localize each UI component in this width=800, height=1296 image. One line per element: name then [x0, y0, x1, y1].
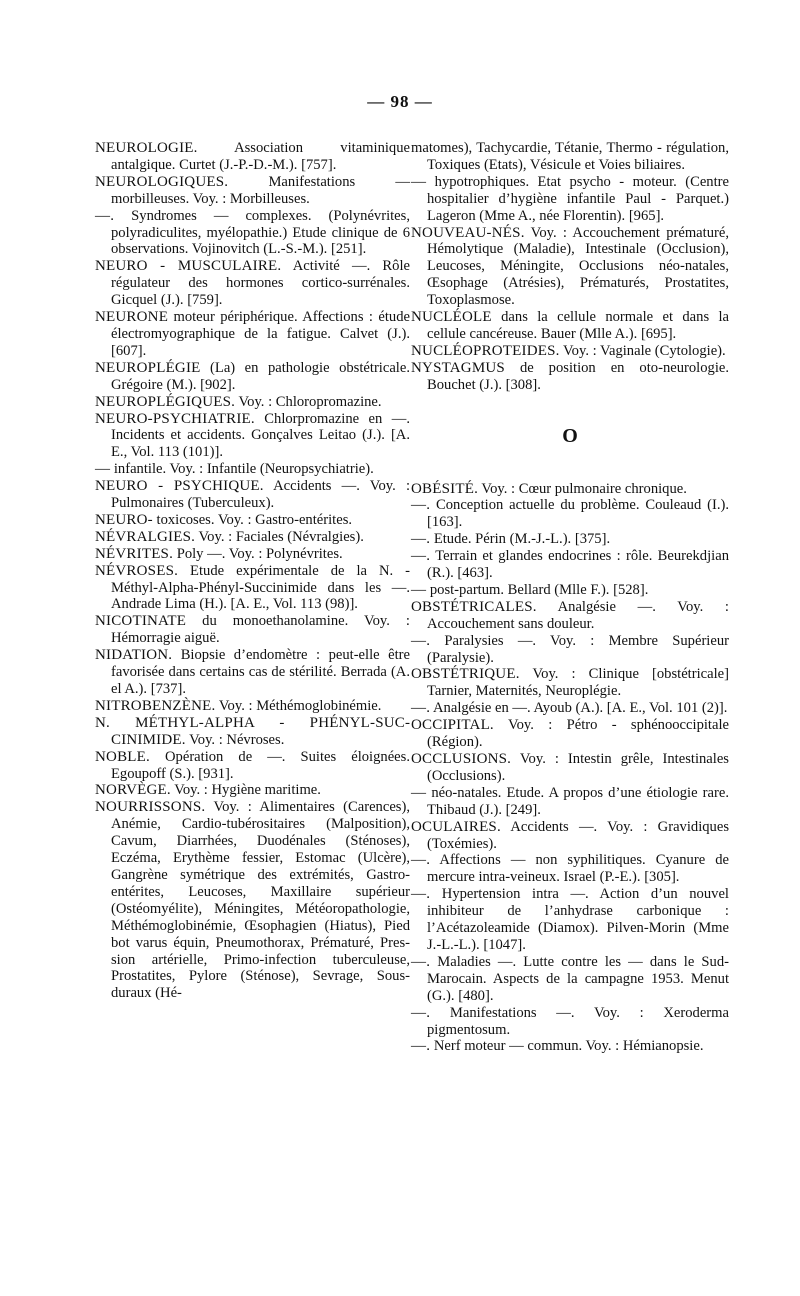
- index-entry: [95, 529, 410, 546]
- entry-heading: —: [411, 784, 427, 801]
- index-entry: [411, 751, 729, 785]
- entry-heading: OCCLUSIONS.: [411, 751, 512, 767]
- entry-heading: NEURONE: [95, 309, 169, 326]
- entry-heading: —.: [411, 497, 431, 514]
- entry-text: Conception actuelle du problème. Couleaud (I.). [163].: [427, 497, 729, 531]
- entry-text: Etude. Périn (M.-J.-L.). [375].: [433, 531, 611, 548]
- index-entry: [95, 394, 410, 411]
- entry-heading: —: [411, 173, 427, 190]
- index-entry: [95, 563, 410, 614]
- entry-heading: NÉVROSES.: [95, 562, 179, 579]
- entry-text: Manifestations — morbilleuses. Voy. : Morbilleuses.: [111, 173, 410, 207]
- index-entry: [95, 461, 410, 478]
- entry-heading: NEUROPLÉGIQUES.: [95, 393, 236, 410]
- entry-text: Voy. : Pétro - sphénooccipitale (Région).: [427, 717, 729, 751]
- entry-heading: NUCLÉOPROTEIDES.: [411, 342, 560, 359]
- section-letter: O: [562, 424, 578, 447]
- entry-text: Syndromes — complexes. (Polynévrites, polyradiculites, myélopathie.) Etude clinique de 6 observations. Vojinovitch (L.-S.-M.). [251].: [111, 207, 410, 258]
- index-entry: [95, 698, 410, 715]
- entry-text: toxicoses. Voy. : Gastro-entérites.: [156, 511, 353, 528]
- entry-text: Voy. : Névroses.: [189, 731, 285, 748]
- entry-heading: OBSTÉTRIQUE.: [411, 666, 520, 683]
- entry-heading: OBÉSITÉ.: [411, 480, 479, 497]
- entry-heading: OCULAIRES.: [411, 818, 501, 835]
- right-column-top-entries: [411, 140, 729, 394]
- index-entry: [95, 478, 410, 512]
- entry-text: Voy. : Faciales (Névralgies).: [198, 528, 364, 545]
- index-entry: [95, 799, 410, 1002]
- index-entry: [411, 531, 729, 548]
- entry-text: Analgésie —. Voy. : Accouchement sans douleur.: [427, 598, 729, 632]
- entry-text: néo-natales. Etude. A propos d’une étiologie rare. Thibaud (J.). [249].: [427, 784, 729, 818]
- index-entry: [411, 852, 729, 886]
- index-entry: [95, 512, 410, 529]
- entry-heading: —.: [411, 531, 431, 548]
- entry-text: du monoethanolamine. Voy. : Hémorragie aiguë.: [111, 613, 410, 647]
- entry-text: Analgésie en —. Ayoub (A.). [A. E., Vol. 101 (2)].: [433, 700, 728, 717]
- index-entry: [411, 1005, 729, 1039]
- index-entry: [411, 819, 729, 853]
- index-entry: [95, 546, 410, 563]
- index-entry: [95, 309, 410, 360]
- entry-heading: NEUROLOGIE.: [95, 140, 198, 156]
- entry-text: Biopsie d’endomètre : peut-elle être favorisée dans certains cas de stérilité. Berrada (A. el A.). [737].: [111, 647, 410, 697]
- entry-heading: —.: [411, 548, 431, 565]
- index-entry: [95, 174, 410, 208]
- entry-text: Maladies —. Lutte contre les — dans le Sud-Marocain. Aspects de la campagne 1953. Menut (G.). [480].: [427, 953, 729, 1004]
- index-entry: [411, 717, 729, 751]
- index-entry: [95, 647, 410, 698]
- entry-heading: NITROBENZÈNE.: [95, 697, 216, 714]
- entry-text: matomes), Tachycardie, Tétanie, Thermo - régulation, Toxiques (Etats), Vésicule et Voies biliaires.: [411, 140, 729, 173]
- entry-text: Manifestations —. Voy. : Xeroderma pigmentosum.: [427, 1004, 729, 1038]
- index-entry: [411, 666, 729, 700]
- entry-heading: —: [411, 581, 427, 598]
- entry-heading: —.: [95, 207, 115, 224]
- entry-heading: NÉVRITES.: [95, 545, 174, 562]
- entry-text: Voy. : Alimentaires (Carences), Anémie, Cardio-tubérositaires (Malposition), Cavum, Diarrhées, Duodénales (Sténoses), Eczéma, Erythème fessier, Estomac (Ulcère), Gangrène symétrique des extrémités, Gastro-entérites, Leucoses, Maxillaire supérieur (Ostéomyélite), Méningites, Météoropathologie, Méthémoglobinémie, Œsophagien (Hiatus), Pied bot varus équin, Pneumothorax, Prématuré, Pression artérielle, Primo-infection tuberculeuse, Prostatites, Pylore (Sténose), Sevrage, Sous-duraux (Hé-: [111, 799, 410, 1002]
- entry-text: Poly —. Voy. : Polynévrites.: [176, 545, 343, 562]
- entry-heading: NEURO - PSYCHIQUE.: [95, 478, 264, 495]
- entry-text: Opération de —. Suites éloignées. Egoupoff (S.). [931].: [111, 748, 410, 782]
- entry-heading: —.: [411, 1004, 431, 1021]
- entry-text: Voy. : Accouchement prématuré, Hémolytique (Maladie), Intestinale (Occlusion), Leucoses, Méningite, Occlusions néo-natales, Œsophage (Atrésies), Prématurés, Prostatites, Toxoplasmose.: [427, 224, 729, 309]
- entry-heading: NOURRISSONS.: [95, 799, 206, 816]
- index-entry: [411, 343, 729, 360]
- right-column: [411, 140, 729, 1055]
- entry-heading: NICOTINATE: [95, 613, 187, 630]
- entry-text: Voy. : Chloropromazine.: [238, 393, 382, 410]
- index-entry: [411, 700, 729, 717]
- entry-heading: NYSTAGMUS: [411, 359, 505, 376]
- entry-text: Accidents —. Voy. : Gravidiques (Toxémies).: [427, 818, 729, 852]
- index-entry: [411, 140, 729, 174]
- entry-heading: —.: [411, 886, 431, 903]
- entry-text: Association vitaminique antalgique. Curtet (J.-P.-D.-M.). [757].: [111, 140, 410, 173]
- entry-heading: N. MÉTHYL-ALPHA - PHÉNYL-SUCCINIMIDE.: [95, 714, 410, 748]
- entry-heading: —.: [411, 953, 431, 970]
- entry-heading: NEUROPLÉGIE: [95, 359, 201, 376]
- index-entry: [411, 599, 729, 633]
- entry-heading: NORVÈGE.: [95, 782, 171, 799]
- entry-text: de position en oto-neurologie. Bouchet (J.). [308].: [427, 359, 729, 393]
- entry-text: Affections — non syphilitiques. Cyanure de mercure intra-veineux. Israel (P.-E.). [305].: [427, 852, 730, 886]
- entry-heading: NEURO-: [95, 511, 153, 528]
- entry-heading: —.: [411, 632, 431, 649]
- entry-heading: OBSTÉTRICALES.: [411, 598, 537, 615]
- entry-text: Chlorpromazine en —. Incidents et accidents. Gonçalves Leitao (J.). [A. E., Vol. 113 (101)].: [111, 410, 410, 461]
- right-column-bottom-entries: [411, 481, 729, 1056]
- index-entry: [411, 582, 729, 599]
- entry-heading: —.: [411, 1038, 431, 1055]
- entry-text: Nerf moteur — commun. Voy. : Hémianopsie.: [433, 1038, 704, 1055]
- entry-text: moteur périphérique. Affections : étude électromyographique de la fatigue. Calvet (J.). [607].: [111, 309, 410, 359]
- page-number: — 98 —: [367, 92, 433, 111]
- index-entry: [411, 633, 729, 667]
- entry-heading: OCCIPITAL.: [411, 717, 494, 734]
- index-entry: [411, 497, 729, 531]
- index-entry: [95, 782, 410, 799]
- entry-text: post-partum. Bellard (Mlle F.). [528].: [429, 581, 649, 598]
- index-entry: [411, 886, 729, 954]
- entry-text: Voy. : Hygiène maritime.: [174, 782, 321, 799]
- index-entry: [95, 140, 410, 174]
- index-entry: [411, 309, 729, 343]
- index-entry: [95, 715, 410, 749]
- index-entry: [95, 208, 410, 259]
- index-entry: [95, 411, 410, 462]
- entry-heading: NÉVRALGIES.: [95, 528, 196, 545]
- index-entry: [411, 174, 729, 225]
- index-entry: [411, 481, 729, 498]
- entry-text: dans la cellule normale et dans la cellule cancéreuse. Bauer (Mlle A.). [695].: [427, 309, 729, 342]
- entry-text: Etude expérimentale de la N. - Méthyl-Alpha-Phényl-Succinimide dans les —. Andrade Lima (H.). [A. E., Vol. 113 (98)].: [111, 562, 410, 613]
- left-column: [95, 140, 410, 1002]
- index-entry: [95, 258, 410, 309]
- entry-heading: —.: [411, 700, 431, 717]
- index-entry: [411, 548, 729, 582]
- entry-heading: NEURO-PSYCHIATRIE.: [95, 410, 255, 427]
- entry-text: Voy. : Intestin grêle, Intestinales (Occlusions).: [427, 751, 729, 784]
- entry-heading: NEUROLOGIQUES.: [95, 173, 229, 190]
- index-entry: [411, 1038, 729, 1055]
- entry-text: Voy. : Méthémoglobinémie.: [218, 697, 382, 714]
- entry-text: Hypertension intra —. Action d’un nouvel inhibiteur de l’anhydrase carbonique : l’Acétazoleamide (Diamox). Pilven-Morin (Mme J.-L.-L.). [1047].: [427, 886, 729, 953]
- entry-text: Voy. : Vaginale (Cytologie).: [563, 342, 726, 359]
- entry-text: Paralysies —. Voy. : Membre Supérieur (Paralysie).: [427, 632, 729, 666]
- index-entry: [95, 749, 410, 783]
- entry-text: infantile. Voy. : Infantile (Neuropsychiatrie).: [113, 461, 374, 478]
- entry-text: hypotrophiques. Etat psycho - moteur. (Centre hospitalier d’hygiène infantile Paul - Parquet.) Lageron (Mme A., née Florentin). [965].: [427, 173, 729, 224]
- index-entry: [95, 613, 410, 647]
- entry-text: (La) en pathologie obstétricale. Grégoire (M.). [902].: [111, 359, 410, 393]
- entry-text: Activité —. Rôle régulateur des hormones cortico-surrénales. Gicquel (J.). [759].: [111, 258, 410, 309]
- entry-text: Voy. : Cœur pulmonaire chronique.: [481, 480, 687, 497]
- index-entry: [411, 360, 729, 394]
- entry-text: Accidents —. Voy. : Pulmonaires (Tuberculeux).: [111, 478, 410, 512]
- entry-text: Voy. : Clinique [obstétricale] Tarnier, Maternités, Neuroplégie.: [427, 666, 729, 700]
- entry-heading: —.: [411, 852, 431, 869]
- index-entry: [411, 225, 729, 310]
- entry-heading: NUCLÉOLE: [411, 309, 492, 326]
- index-entry: [411, 785, 729, 819]
- index-entry: [411, 954, 729, 1005]
- entry-heading: NEURO - MUSCULAIRE.: [95, 258, 282, 275]
- entry-heading: —: [95, 461, 111, 478]
- entry-heading: NOUVEAU-NÉS.: [411, 224, 525, 241]
- index-entry: [95, 360, 410, 394]
- entry-text: Terrain et glandes endocrines : rôle. Beurekdjian (R.). [463].: [427, 548, 729, 582]
- entry-heading: NOBLE.: [95, 748, 150, 765]
- entry-heading: NIDATION.: [95, 647, 173, 664]
